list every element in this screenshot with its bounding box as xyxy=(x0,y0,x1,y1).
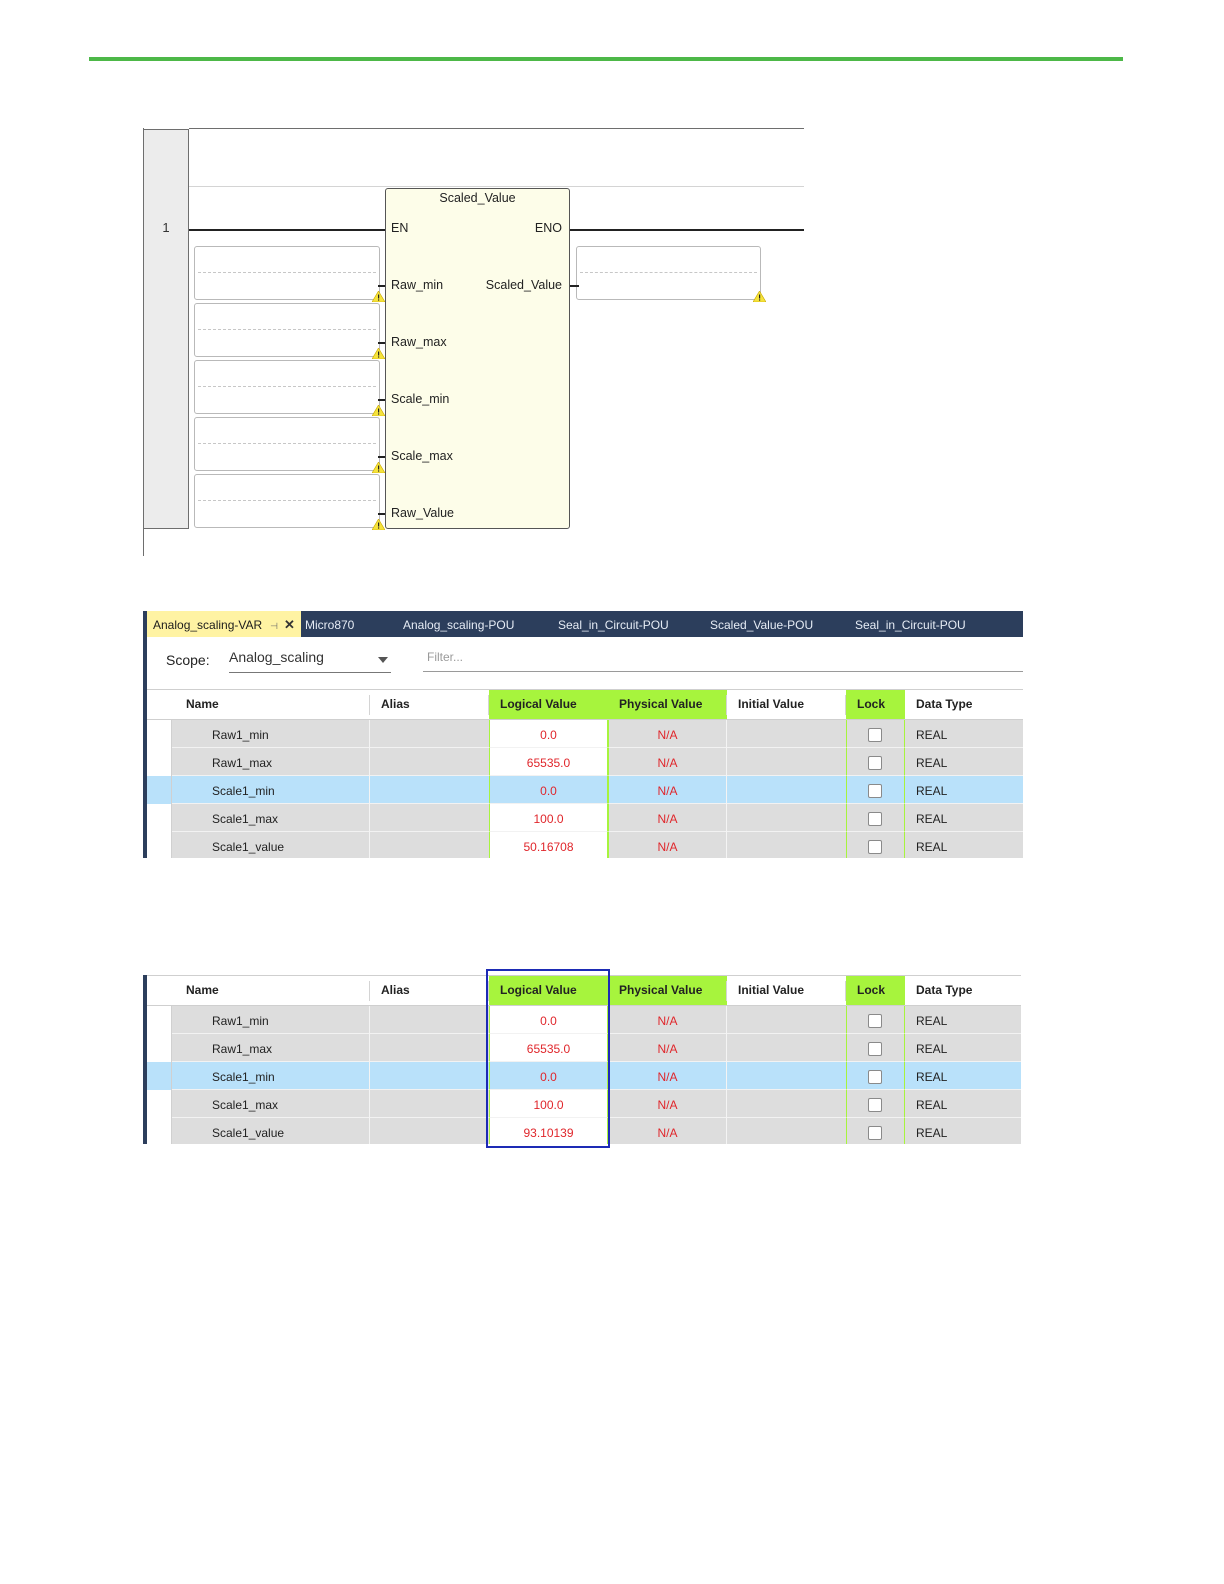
table-row[interactable] xyxy=(147,804,1023,832)
cell-lock xyxy=(846,1034,905,1062)
cell-alias[interactable] xyxy=(370,1006,489,1034)
cell-alias[interactable] xyxy=(370,1118,489,1144)
raw-value-variable-box[interactable] xyxy=(194,474,380,528)
warning-icon xyxy=(372,291,385,302)
cell-physical-value: N/A xyxy=(608,804,727,832)
warning-icon xyxy=(753,291,766,302)
warning-icon xyxy=(372,405,385,416)
cell-lock xyxy=(846,1090,905,1118)
cell-initial-value[interactable] xyxy=(727,1006,846,1034)
cell-data-type: REAL xyxy=(905,1034,1021,1062)
scale-max-variable-box[interactable] xyxy=(194,417,380,471)
cell-data-type: REAL xyxy=(905,1118,1021,1144)
cell-name: Raw1_min xyxy=(172,720,370,748)
cell-logical-value[interactable]: 65535.0 xyxy=(489,1034,608,1062)
column-header-initial-value[interactable]: Initial Value xyxy=(738,983,805,997)
row-gutter[interactable] xyxy=(147,1034,172,1062)
row-gutter[interactable] xyxy=(147,720,172,748)
pin-scale-min: Scale_min xyxy=(391,392,450,406)
raw-max-variable-box[interactable] xyxy=(194,303,380,357)
cell-name: Scale1_min xyxy=(172,1062,370,1090)
grid-header-row xyxy=(147,689,1023,720)
scale-min-variable-box[interactable] xyxy=(194,360,380,414)
variables-panel xyxy=(143,611,1023,858)
cell-lock xyxy=(846,804,905,832)
table-row[interactable] xyxy=(147,720,1023,748)
cell-physical-value: N/A xyxy=(608,1118,727,1144)
cell-separator xyxy=(726,832,727,858)
cell-name: Scale1_max xyxy=(172,1090,370,1118)
cell-separator xyxy=(726,748,727,776)
variables-grid xyxy=(147,689,1023,858)
cell-separator xyxy=(369,1006,370,1034)
pin-stub xyxy=(570,285,579,287)
tab-seal-in-circuit-pou[interactable]: Seal_in_Circuit-POU xyxy=(558,618,669,632)
lock-checkbox[interactable] xyxy=(868,1014,882,1028)
cell-separator xyxy=(726,1062,727,1090)
document-tab-strip xyxy=(143,611,1023,637)
column-header-name[interactable]: Name xyxy=(186,983,219,997)
table-row[interactable] xyxy=(147,748,1023,776)
tab-seal-in-circuit-pou-2[interactable]: Seal_in_Circuit-POU xyxy=(855,618,966,632)
raw-min-variable-box[interactable] xyxy=(194,246,380,300)
cell-initial-value[interactable] xyxy=(727,748,846,776)
cell-alias[interactable] xyxy=(370,804,489,832)
column-separator xyxy=(726,981,727,1001)
pin-raw-value: Raw_Value xyxy=(391,506,455,520)
accent-bar xyxy=(89,57,1123,61)
cell-lock xyxy=(846,1118,905,1144)
cell-alias[interactable] xyxy=(370,1034,489,1062)
lock-checkbox[interactable] xyxy=(868,756,882,770)
warning-icon xyxy=(372,462,385,473)
cell-lock xyxy=(846,776,905,804)
cell-lock xyxy=(846,748,905,776)
row-gutter[interactable] xyxy=(147,1118,172,1144)
rung-separator xyxy=(189,186,804,187)
column-separator xyxy=(845,695,846,715)
cell-separator xyxy=(369,804,370,832)
cell-data-type: REAL xyxy=(905,832,1023,858)
cell-physical-value: N/A xyxy=(608,1090,727,1118)
scope-dropdown[interactable] xyxy=(229,649,391,673)
pin-icon[interactable]: ⊣ xyxy=(270,621,279,631)
column-header-data-type[interactable]: Data Type xyxy=(916,697,973,711)
row-gutter[interactable] xyxy=(147,832,172,858)
cell-logical-value[interactable]: 100.0 xyxy=(489,1090,608,1118)
cell-physical-value: N/A xyxy=(608,776,727,804)
cell-initial-value[interactable] xyxy=(727,832,846,858)
cell-logical-value[interactable]: 100.0 xyxy=(489,804,608,832)
lock-checkbox[interactable] xyxy=(868,1070,882,1084)
column-header-alias[interactable]: Alias xyxy=(381,983,410,997)
row-gutter[interactable] xyxy=(147,1006,172,1034)
tab-analog-scaling-var[interactable] xyxy=(147,611,301,637)
lock-checkbox[interactable] xyxy=(868,728,882,742)
scaled-value-output-box[interactable] xyxy=(576,246,761,300)
eno-wire xyxy=(570,229,804,231)
table-row[interactable] xyxy=(147,832,1023,858)
cell-separator xyxy=(369,832,370,858)
pin-scaled-value: Scaled_Value xyxy=(485,278,562,292)
ladder-diagram xyxy=(143,128,804,556)
scaled-value-function-block[interactable] xyxy=(385,188,570,529)
cell-alias[interactable] xyxy=(370,748,489,776)
warning-icon xyxy=(372,519,385,530)
cell-separator xyxy=(369,1118,370,1144)
cell-initial-value[interactable] xyxy=(727,804,846,832)
cell-initial-value[interactable] xyxy=(727,776,846,804)
cell-separator xyxy=(369,1090,370,1118)
row-gutter[interactable] xyxy=(147,1090,172,1118)
column-header-lock[interactable]: Lock xyxy=(846,690,905,719)
cell-separator xyxy=(726,776,727,804)
cell-logical-value[interactable]: 0.0 xyxy=(489,776,608,804)
cell-logical-value[interactable]: 50.16708 xyxy=(489,832,608,858)
cell-name: Raw1_min xyxy=(172,1006,370,1034)
pin-scale-max: Scale_max xyxy=(391,449,453,463)
cell-alias[interactable] xyxy=(370,832,489,858)
pin-eno: ENO xyxy=(534,221,562,235)
tab-scaled-value-pou[interactable]: Scaled_Value-POU xyxy=(710,618,814,632)
cell-separator xyxy=(726,1118,727,1144)
lock-checkbox[interactable] xyxy=(868,784,882,798)
cell-separator xyxy=(726,804,727,832)
column-header-logical-value[interactable]: Logical Value xyxy=(489,690,608,719)
tab-label: Analog_scaling-VAR xyxy=(153,618,263,632)
cell-alias[interactable] xyxy=(370,720,489,748)
cell-initial-value[interactable] xyxy=(727,1090,846,1118)
cell-separator xyxy=(369,720,370,748)
column-header-alias[interactable]: Alias xyxy=(381,697,410,711)
lock-checkbox[interactable] xyxy=(868,1126,882,1140)
cell-lock xyxy=(846,832,905,858)
cell-data-type: REAL xyxy=(905,776,1023,804)
column-header-name[interactable]: Name xyxy=(186,697,219,711)
cell-separator xyxy=(726,1090,727,1118)
close-icon[interactable]: ✕ xyxy=(284,617,295,632)
cell-data-type: REAL xyxy=(905,1006,1021,1034)
cell-data-type: REAL xyxy=(905,804,1023,832)
filter-input[interactable]: Filter... xyxy=(423,649,1023,672)
cell-name: Scale1_min xyxy=(172,776,370,804)
cell-lock xyxy=(846,720,905,748)
cell-physical-value: N/A xyxy=(608,720,727,748)
cell-initial-value[interactable] xyxy=(727,1034,846,1062)
cell-physical-value: N/A xyxy=(608,832,727,858)
cell-initial-value[interactable] xyxy=(727,1062,846,1090)
rung-top-line xyxy=(189,128,804,129)
cell-name: Scale1_value xyxy=(172,832,370,858)
cell-logical-value[interactable]: 65535.0 xyxy=(489,748,608,776)
column-separator xyxy=(726,695,727,715)
scope-label: Scope: xyxy=(166,652,210,668)
cell-alias[interactable] xyxy=(370,1090,489,1118)
column-header-initial-value[interactable]: Initial Value xyxy=(738,697,805,711)
cell-physical-value: N/A xyxy=(608,748,727,776)
cell-separator xyxy=(369,1034,370,1062)
cell-alias[interactable] xyxy=(370,776,489,804)
cell-logical-value[interactable]: 0.0 xyxy=(489,720,608,748)
row-gutter[interactable] xyxy=(147,776,172,804)
cell-separator xyxy=(369,748,370,776)
tab-micro870[interactable]: Micro870 xyxy=(305,618,355,632)
cell-logical-value[interactable]: 93.10139 xyxy=(489,1118,608,1144)
cell-physical-value: N/A xyxy=(608,1062,727,1090)
cell-physical-value: N/A xyxy=(608,1006,727,1034)
en-wire xyxy=(189,229,385,231)
cell-logical-value[interactable]: 0.0 xyxy=(489,1062,608,1090)
cell-logical-value[interactable]: 0.0 xyxy=(489,1006,608,1034)
cell-name: Raw1_max xyxy=(172,1034,370,1062)
cell-physical-value: N/A xyxy=(608,1034,727,1062)
cell-alias[interactable] xyxy=(370,1062,489,1090)
cell-initial-value[interactable] xyxy=(727,720,846,748)
column-separator xyxy=(369,695,370,715)
column-header-data-type[interactable]: Data Type xyxy=(916,983,973,997)
lock-checkbox[interactable] xyxy=(868,1098,882,1112)
cell-lock xyxy=(846,1062,905,1090)
cell-data-type: REAL xyxy=(905,720,1023,748)
scope-value: Analog_scaling xyxy=(229,649,324,665)
rung-number: 1 xyxy=(162,220,170,235)
column-separator xyxy=(488,695,489,715)
warning-icon xyxy=(372,348,385,359)
lock-checkbox[interactable] xyxy=(868,1042,882,1056)
cell-data-type: REAL xyxy=(905,1062,1021,1090)
pin-en: EN xyxy=(391,221,409,235)
cell-separator xyxy=(726,1034,727,1062)
cell-initial-value[interactable] xyxy=(727,1118,846,1144)
cell-separator xyxy=(726,720,727,748)
column-separator xyxy=(369,981,370,1001)
table-row[interactable] xyxy=(147,776,1023,804)
cell-name: Raw1_max xyxy=(172,748,370,776)
row-gutter[interactable] xyxy=(147,748,172,776)
logical-value-highlight-box xyxy=(486,969,610,1148)
column-separator xyxy=(845,981,846,1001)
column-header-physical-value[interactable]: Physical Value xyxy=(608,690,727,719)
cell-lock xyxy=(846,1006,905,1034)
pin-raw-max: Raw_max xyxy=(391,335,447,349)
row-gutter[interactable] xyxy=(147,804,172,832)
cell-separator xyxy=(369,1062,370,1090)
cell-name: Scale1_value xyxy=(172,1118,370,1144)
pin-raw-min: Raw_min xyxy=(391,278,444,292)
chevron-down-icon xyxy=(378,657,388,663)
tab-analog-scaling-pou[interactable]: Analog_scaling-POU xyxy=(403,618,515,632)
lock-checkbox[interactable] xyxy=(868,812,882,826)
column-header-logical-value[interactable]: Logical Value xyxy=(489,976,608,1005)
cell-separator xyxy=(726,1006,727,1034)
cell-data-type: REAL xyxy=(905,748,1023,776)
function-block-title: Scaled_Value xyxy=(439,191,516,205)
lock-checkbox[interactable] xyxy=(868,840,882,854)
column-header-physical-value[interactable]: Physical Value xyxy=(608,976,727,1005)
cell-data-type: REAL xyxy=(905,1090,1021,1118)
cell-separator xyxy=(369,776,370,804)
column-header-lock[interactable]: Lock xyxy=(846,976,905,1005)
row-gutter[interactable] xyxy=(147,1062,172,1090)
rung-number-column xyxy=(143,129,189,529)
cell-name: Scale1_max xyxy=(172,804,370,832)
